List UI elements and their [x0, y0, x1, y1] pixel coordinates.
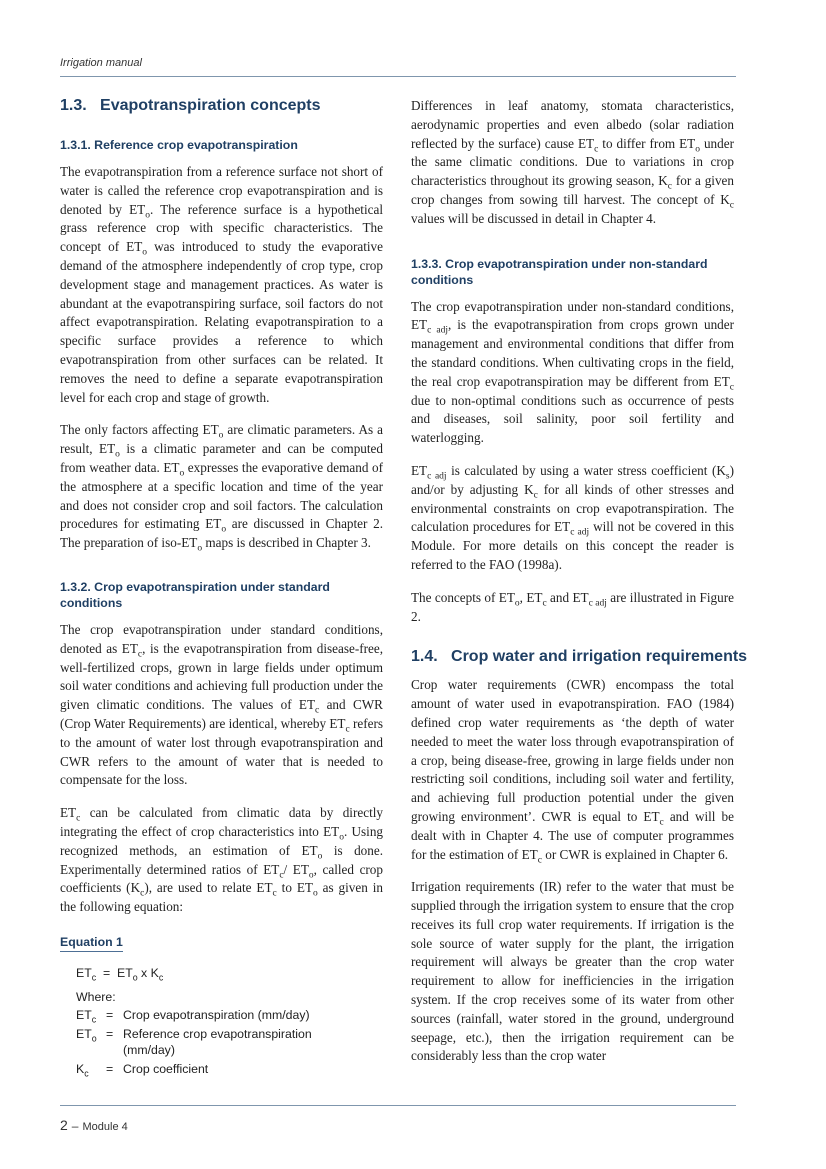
equation-definition-row: $ET_o$ = Reference crop evapotranspiration (mm/day): [76, 1027, 312, 1057]
subsection-title-1-3-1: 1.3.1. Reference crop evapotranspiration: [60, 138, 298, 152]
paragraph-etc-calculation: $ET_c$ can be calculated from climatic data by directly integrating the effect of crop characteristics into $ET_o$. Using recognized methods, an estimation of $ET_o$ is done. Experimentally determined ratios of $ET_c/$ $ET_o$, called crop coefficients $(K_c)$, are used to relate $ET_c$ to $ET_o$ as given in the following equation:: [60, 805, 384, 915]
equation-where-label: Where:: [76, 989, 116, 1004]
left-column: [60, 93, 383, 1078]
paragraph-climatic-factors: The only factors affecting $ET_o$ are climatic parameters. As a result, $ET_o$ is a climatic parameter and can be computed from weather data. $ET_o$ expresses the evaporative demand of the atmosphere at a specific location and time of the year and does not consider crop and soil factors. The calculation procedures for estimating $ET_o$ are discussed in Chapter 2. The preparation of iso-$ET_o$ maps is described in Chapter 3.: [60, 422, 384, 554]
section-title-1-3: 1.3. Evapotranspiration concepts: [60, 97, 321, 114]
subsection-title-1-3-2: 1.3.2. Crop evapotranspiration under standard conditions: [60, 579, 330, 610]
equation-label: Equation 1: [60, 935, 123, 952]
footer-dash: –: [71, 1119, 79, 1133]
equation-block: [76, 966, 383, 1078]
paragraph-leaf-anatomy: Differences in leaf anatomy, stomata characteristics, aerodynamic properties and even albedo (solar radiation reflected by the surface) cause $ET_c$ to differ from $ET_o$ under the same climatic conditions. Due to variations in crop characteristics throughout its growing season, $K_c$ for a given crop changes from sowing till harvest. The concept of $K_c$ values will be discussed in detail in Chapter 4.: [411, 98, 735, 226]
equation-definition-row: $K_c$ = Crop coefficient: [76, 1062, 209, 1079]
module-label: Module 4: [82, 1121, 128, 1133]
paragraph-irrigation-requirements: Irrigation requirements (IR) refer to the water that must be supplied through the irrigation system to ensure that the crop receives its full crop water requirements. If irrigation is the sole source of water supply for the plant, the irrigation requirement will always be greater than the crop water requirement to allow for inefficiencies in the irrigation system. If the crop receives some of its water from other sources (rainfall, water stored in the ground, underground seepage, etc.), then the irrigation requirement can be considerably less than the crop water: [411, 879, 734, 1064]
page-header-title: Irrigation manual: [60, 57, 142, 69]
paragraph-reference-et: The evapotranspiration from a reference surface not short of water is called the reference crop evapotranspiration and is denoted by $ET_o$. The reference surface is a hypothetical grass reference crop with specific characteristics. The concept of $ET_o$ was introduced to study the evaporative demand of the atmosphere independently of crop type, crop development stage and management practices. As water is abundant at the evapotranspiring surface, soil factors do not affect evapotranspiration. Relating evapotranspiration to a specific surface provides a reference to which evapotranspiration from other surfaces can be related. It removes the need to define a separate evapotranspiration level for each crop and stage of growth.: [60, 164, 384, 405]
equation-formula: $ET_c = ET_o$ x $K_c$: [76, 965, 164, 983]
right-column: [411, 93, 748, 1066]
paragraph-crop-water-requirements: Crop water requirements (CWR) encompass the total amount of water used in evapotranspiration. FAO (1984) defined crop water requirements as ‘the depth of water needed to meet the water loss through evapotranspiration of a crop, being disease-free, growing in large fields under non restricting soil conditions, including soil water and fertility, and achieving full production potential under the given growing environment’. CWR is equal to $ET_c$ and will be dealt with in Chapter 4. The use of computer programmes for the estimation of $ET_c$ or CWR is explained in Chapter 6.: [411, 677, 734, 866]
section-title-1-4: 1.4. Crop water and irrigation requirements: [411, 648, 748, 666]
subsection-title-1-3-3: 1.3.3. Crop evapotranspiration under non-standard conditions: [411, 256, 708, 287]
page-footer: [60, 1117, 128, 1135]
equation-definition-row: $ET_c$ = Crop evapotranspiration (mm/day): [76, 1007, 310, 1025]
paragraph-concepts-figure: The concepts of $ET_o$, $ET_c$ and $ET_{c adj}$ are illustrated in Figure 2.: [411, 589, 734, 624]
header-rule: [60, 76, 736, 77]
paragraph-standard-conditions: The crop evapotranspiration under standard conditions, denoted as $ET_c$, is the evapotranspiration from disease-free, well-fertilized crops, grown in large fields under optimum soil water conditions and achieving full production under the given climatic conditions. The values of $ET_c$ and CWR (Crop Water Requirements) are identical, whereby $ET_c$ refers to the amount of water lost through evapotranspiration and CWR refers to the amount of water that is needed to compensate for the loss.: [60, 621, 383, 788]
paragraph-non-standard: The crop evapotranspiration under non-standard conditions, $ET_{c adj}$, is the evapotranspiration from crops grown under management and environmental conditions that differ from the standard conditions. When cultivating crops in the field, the real crop evapotranspiration may be different from $ET_c$ due to non-optimal conditions such as occurrence of pests and diseases, soil salinity, poor soil fertility and waterlogging.: [411, 298, 735, 446]
footer-rule: [60, 1105, 736, 1106]
paragraph-water-stress: $ET_{c adj}$ is calculated by using a water stress coefficient $(K_s)$ and/or by adjusting $K_c$ for all kinds of other stresses and environmental constraints on crop evapotranspiration. The calculation procedures for $ET_{c adj}$ will not be covered in this Module. For more details on this concept the reader is referred to the FAO (1998a).: [411, 462, 734, 572]
page-number: 2: [60, 1117, 68, 1133]
